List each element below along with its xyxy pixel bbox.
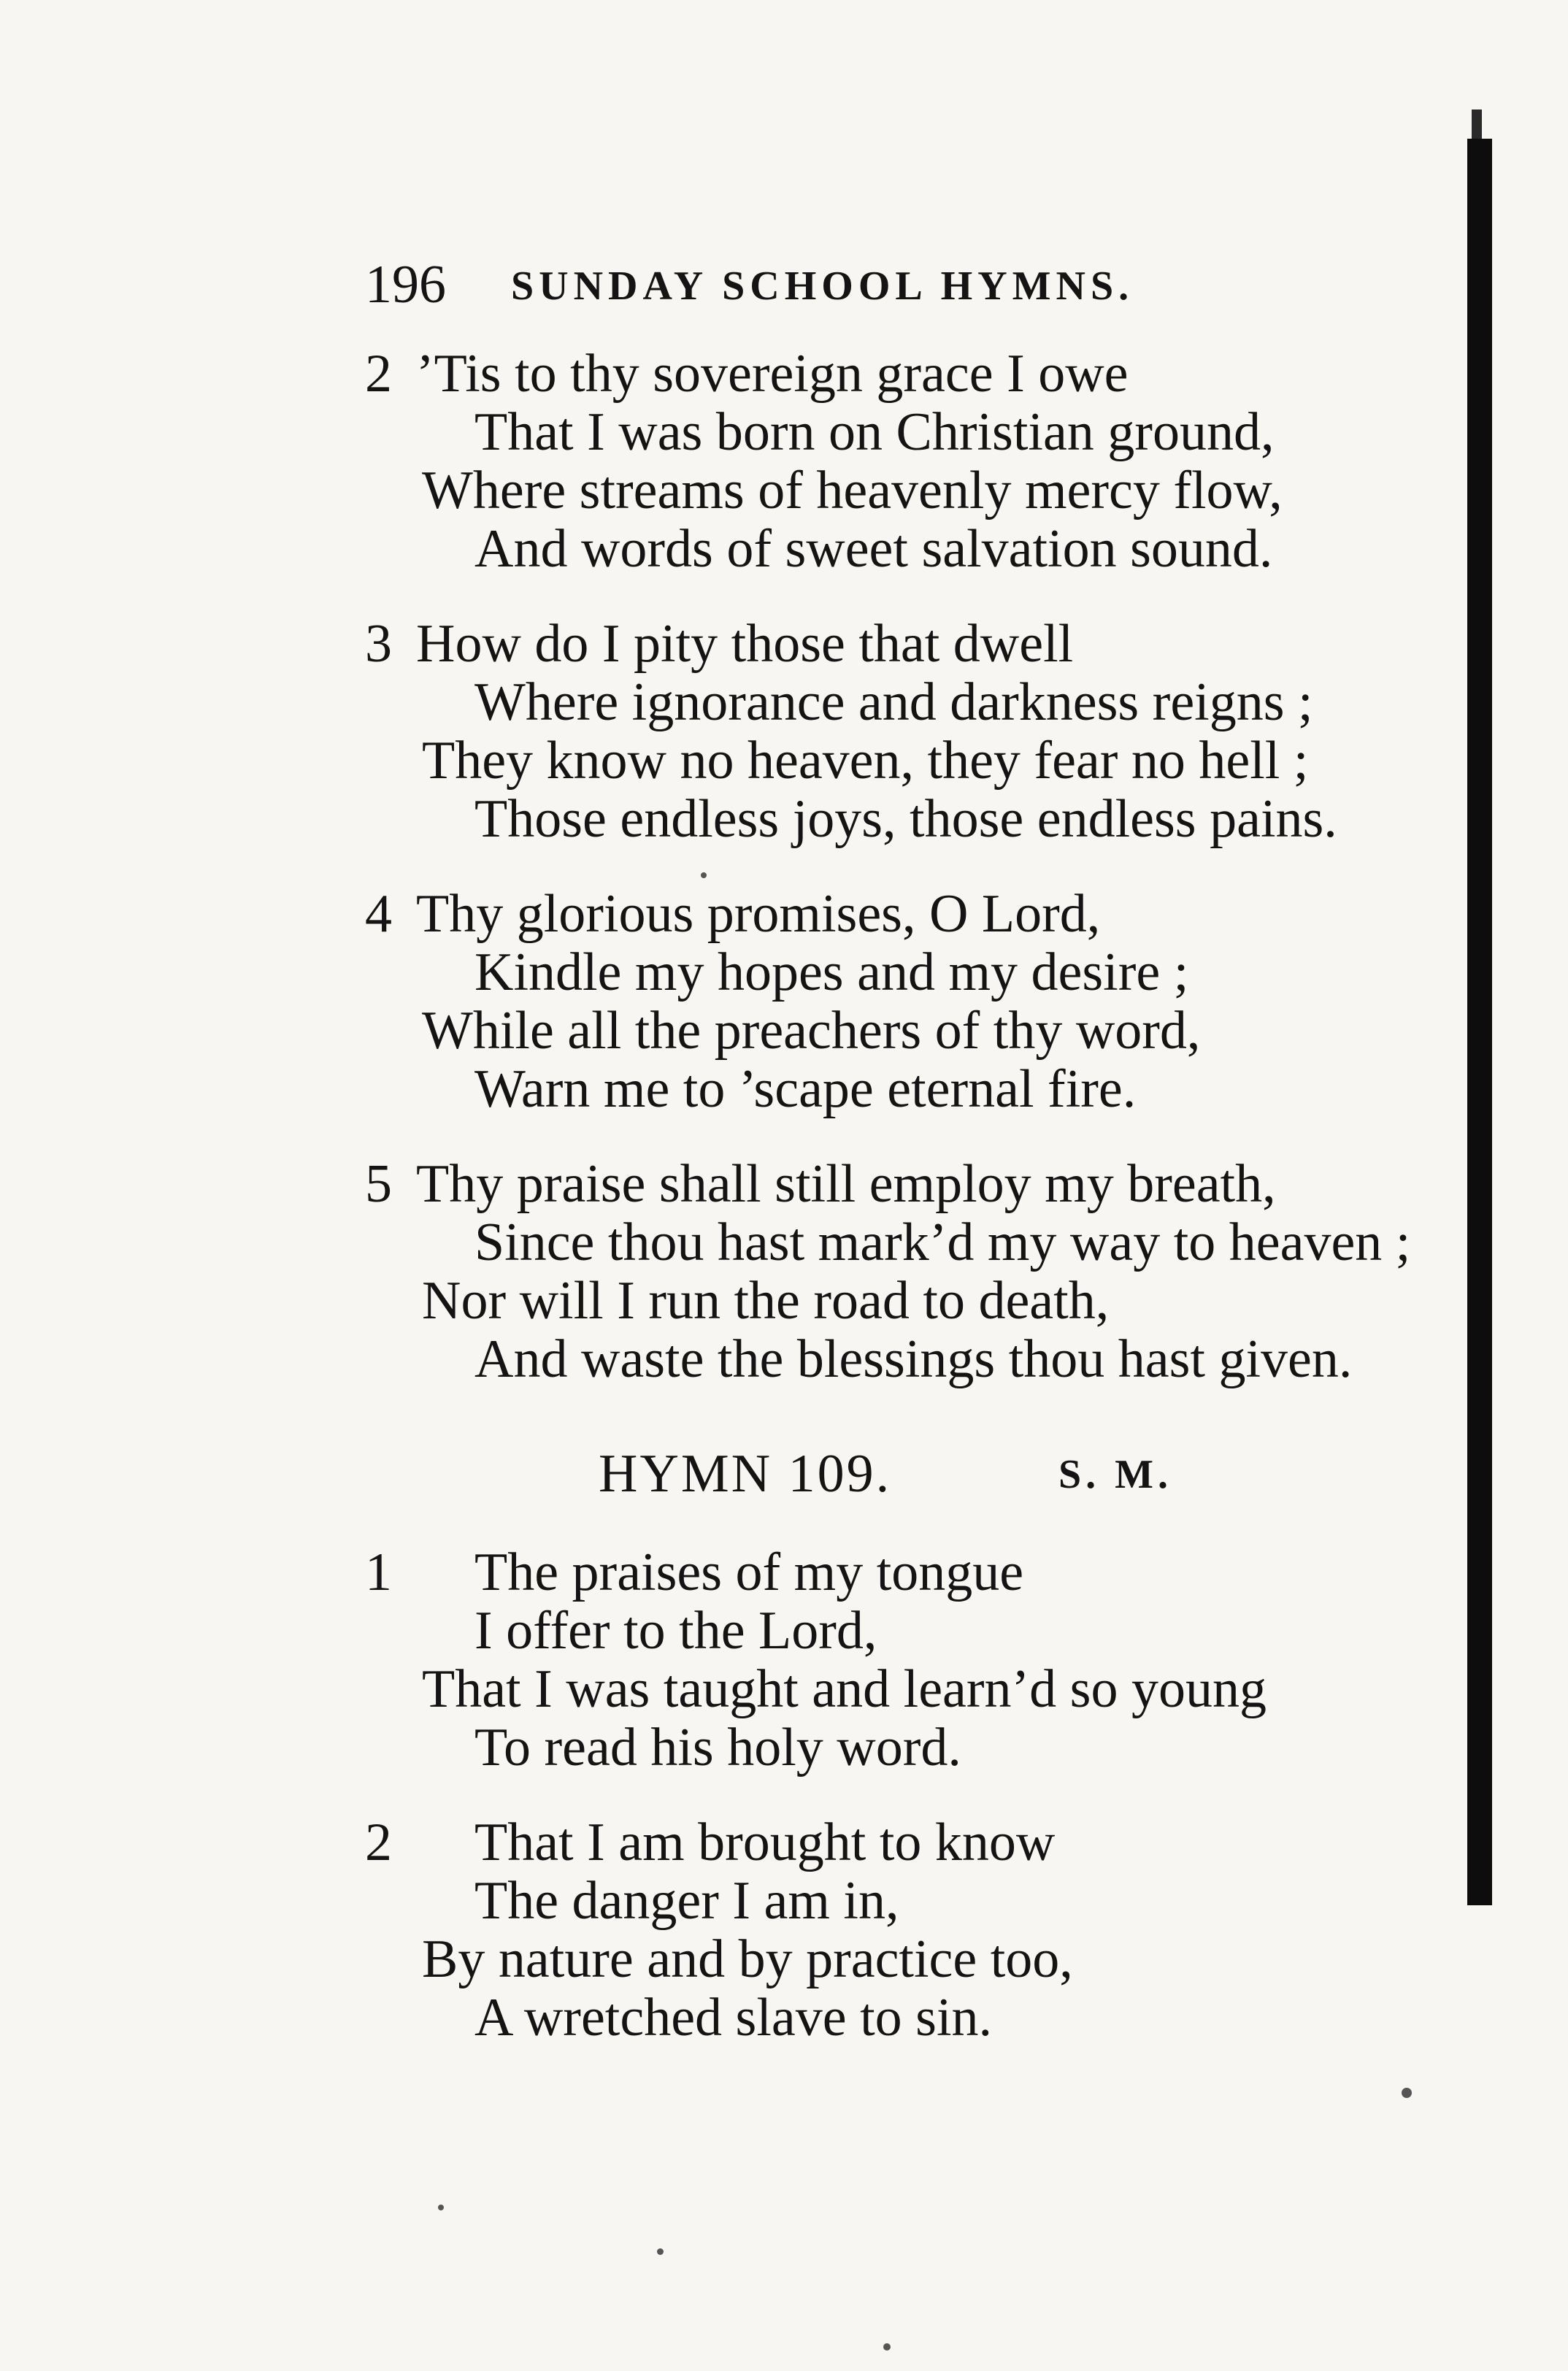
verse-line: Warn me to ’scape eternal fire. (474, 1059, 1137, 1119)
verse-line: That I was born on Christian ground, (474, 402, 1275, 462)
verse-line: Where streams of heavenly mercy flow, (422, 461, 1283, 520)
verse-line: ’Tis to thy sovereign grace I owe (416, 344, 1129, 404)
scan-speck (657, 2248, 664, 2255)
verse-line: While all the preachers of thy word, (422, 1001, 1201, 1061)
page-number: 196 (365, 255, 446, 315)
verse-number: 5 (365, 1154, 392, 1214)
running-title: SUNDAY SCHOOL HYMNS. (511, 264, 1134, 309)
running-head (365, 252, 1387, 318)
verse-line: And words of sweet salvation sound. (474, 519, 1273, 579)
hymn-meter: S. M. (1058, 1452, 1172, 1497)
verse-line: The danger I am in, (474, 1871, 899, 1931)
verse-line: Thy praise shall still employ my breath, (416, 1154, 1276, 1214)
verse-line: To read his holy word. (474, 1718, 961, 1778)
scan-speck (883, 2343, 891, 2351)
verse-number: 4 (365, 884, 392, 944)
verse-line: Thy glorious promises, O Lord, (416, 884, 1101, 944)
verse-line: How do I pity those that dwell (416, 614, 1074, 674)
verse-line: That I was taught and learn’d so young (422, 1659, 1267, 1719)
verse-line: And waste the blessings thou hast given. (474, 1329, 1353, 1389)
verse-number: 3 (365, 614, 392, 674)
scan-speck (438, 2205, 444, 2210)
verse-line: Those endless joys, those endless pains. (474, 789, 1337, 849)
verse-line: By nature and by practice too, (422, 1929, 1073, 1989)
hymn-title: HYMN 109. (599, 1444, 892, 1504)
verse-line: Since thou hast mark’d my way to heaven ; (474, 1213, 1411, 1272)
verse-line: Where ignorance and darkness reigns ; (474, 672, 1313, 732)
verse-number: 2 (365, 1813, 392, 1872)
verse-line: I offer to the Lord, (474, 1601, 877, 1661)
verse-line: The praises of my tongue (474, 1542, 1024, 1602)
verse-number: 2 (365, 344, 392, 404)
verse-line: Kindle my hopes and my desire ; (474, 942, 1189, 1002)
verse-line: They know no heaven, they fear no hell ; (422, 731, 1309, 791)
scan-speck (1402, 2088, 1412, 2098)
verse-line: Nor will I run the road to death, (422, 1271, 1110, 1331)
verse-line: A wretched slave to sin. (474, 1988, 992, 2048)
scan-speck (701, 872, 707, 878)
binding-shadow (1467, 139, 1492, 1905)
verse-number: 1 (365, 1542, 392, 1602)
verse-line: That I am brought to know (474, 1813, 1056, 1872)
